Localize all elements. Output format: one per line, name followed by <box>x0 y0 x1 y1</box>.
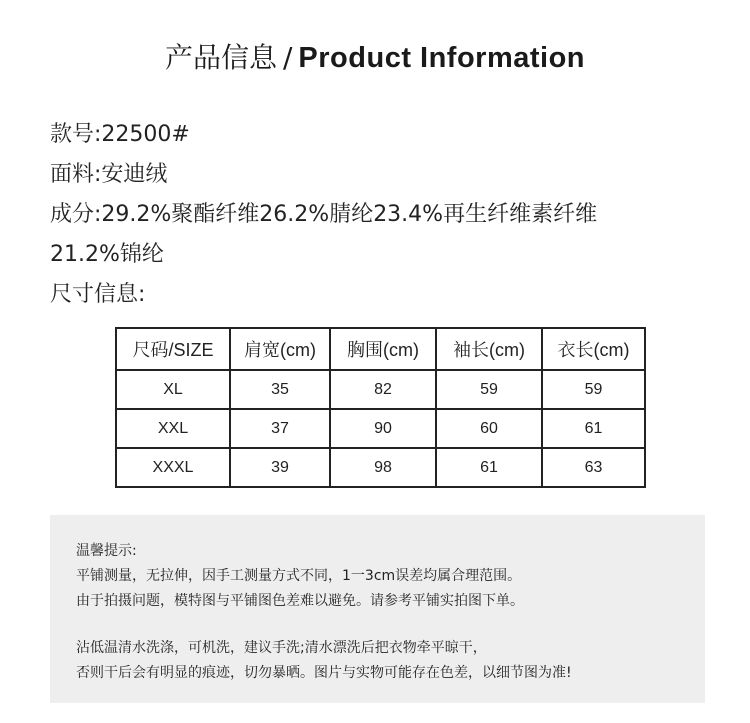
header-chest: 胸围(cm) <box>330 328 436 370</box>
table-cell: 59 <box>436 370 542 409</box>
table-cell: 61 <box>542 409 645 448</box>
header-length: 衣长(cm) <box>542 328 645 370</box>
header-size: 尺码/SIZE <box>116 328 230 370</box>
note-line: 沾低温清水洗涤，可机洗，建议手洗;清水漂洗后把衣物牵平晾干， <box>76 640 487 656</box>
title-separator: / <box>282 41 293 74</box>
table-cell: 37 <box>230 409 330 448</box>
table-cell: 35 <box>230 370 330 409</box>
page-title <box>0 38 750 78</box>
title-chinese: 产品信息 <box>164 41 277 74</box>
notes-heading: 温馨提示: <box>76 543 137 559</box>
notes-spacer <box>76 614 705 636</box>
table-cell: 39 <box>230 448 330 487</box>
fabric: 面料:安迪绒 <box>50 162 168 187</box>
table-cell: XXXL <box>116 448 230 487</box>
table-header-row <box>116 328 645 370</box>
note-line: 否则干后会有明显的痕迹，切勿暴晒。图片与实物可能存在色差，以细节图为准! <box>76 665 572 681</box>
table-cell: 82 <box>330 370 436 409</box>
table-row <box>116 448 645 487</box>
composition-line-2: 21.2%锦纶 <box>50 242 164 267</box>
table-cell: 90 <box>330 409 436 448</box>
title-english: Product Information <box>298 42 586 74</box>
table-row <box>116 370 645 409</box>
table-cell: 98 <box>330 448 436 487</box>
care-notes-panel <box>50 515 705 703</box>
header-shoulder: 肩宽(cm) <box>230 328 330 370</box>
table-cell: 63 <box>542 448 645 487</box>
size-table <box>115 327 646 488</box>
table-cell: 61 <box>436 448 542 487</box>
table-cell: XXL <box>116 409 230 448</box>
header-sleeve: 袖长(cm) <box>436 328 542 370</box>
product-info <box>50 115 710 315</box>
table-row <box>116 409 645 448</box>
style-number: 款号:22500# <box>50 122 190 147</box>
table-cell: XL <box>116 370 230 409</box>
table-cell: 60 <box>436 409 542 448</box>
size-info-label: 尺寸信息: <box>50 282 146 307</box>
composition-line-1: 成分:29.2%聚酯纤维26.2%腈纶23.4%再生纤维素纤维 <box>50 202 598 227</box>
note-line: 平铺测量，无拉伸，因手工测量方式不同，1一3cm误差均属合理范围。 <box>76 568 522 584</box>
table-cell: 59 <box>542 370 645 409</box>
note-line: 由于拍摄问题，模特图与平铺图色差难以避免。请参考平铺实拍图下单。 <box>76 593 524 609</box>
